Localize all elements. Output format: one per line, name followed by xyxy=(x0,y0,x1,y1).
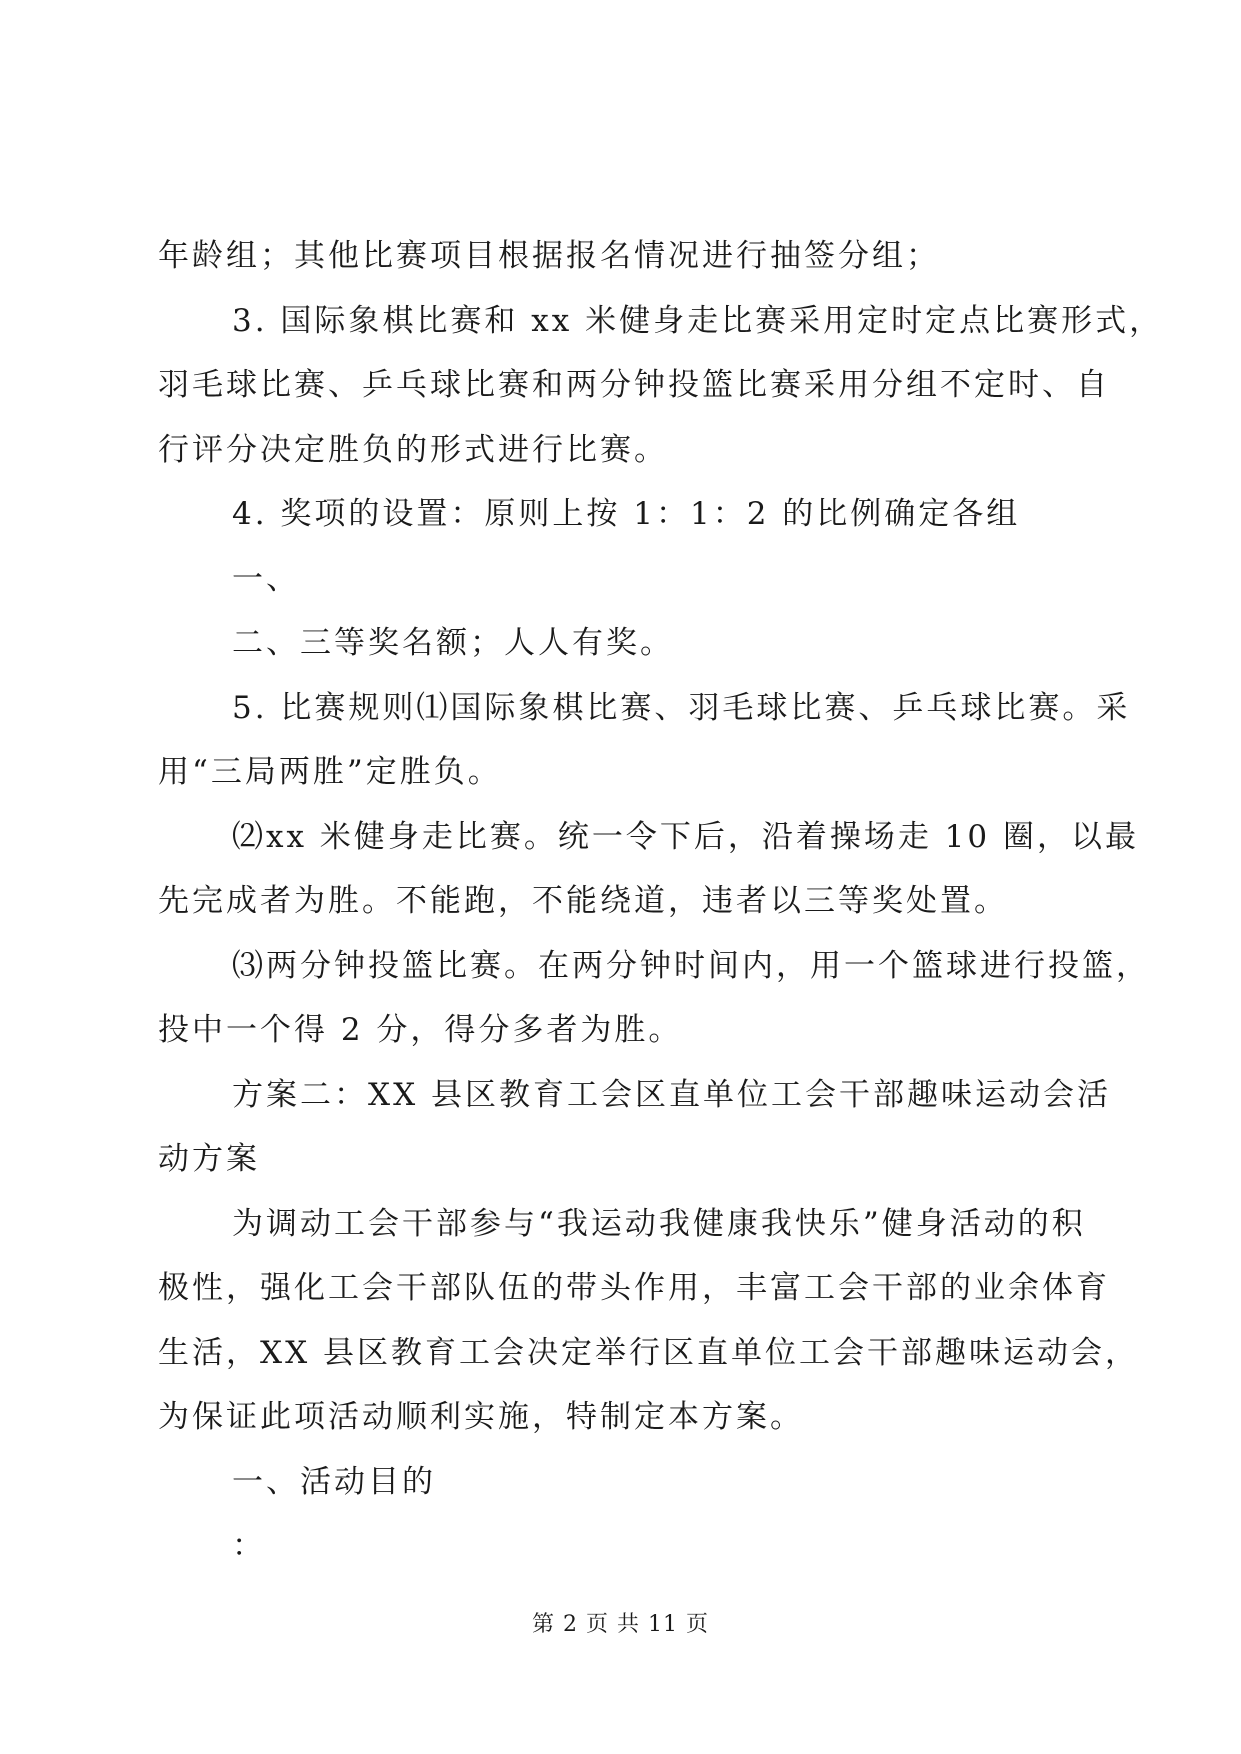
text-line: 动方案 xyxy=(158,1141,260,1177)
text-line: 为调动工会干部参与“我运动我健康我快乐”健身活动的积 xyxy=(232,1206,1086,1242)
text-line: 为保证此项活动顺利实施，特制定本方案。 xyxy=(158,1399,804,1435)
text-line: 年龄组；其他比赛项目根据报名情况进行抽签分组； xyxy=(158,238,940,274)
text-line: 用“三局两胜”定胜负。 xyxy=(158,754,502,790)
text-line: 方案二：XX 县区教育工会区直单位工会干部趣味运动会活 xyxy=(232,1077,1111,1113)
text-line: 生活，XX 县区教育工会决定举行区直单位工会干部趣味运动会， xyxy=(158,1335,1139,1371)
text-line: 投中一个得 2 分，得分多者为胜。 xyxy=(158,1012,683,1048)
section-heading: 一、活动目的 xyxy=(232,1464,436,1500)
text-line: ⑶两分钟投篮比赛。在两分钟时间内，用一个篮球进行投篮， xyxy=(232,948,1150,984)
text-line: 行评分决定胜负的形式进行比赛。 xyxy=(158,432,668,468)
text-line: ⑵xx 米健身走比赛。统一令下后，沿着操场走 10 圈，以最 xyxy=(232,819,1139,855)
text-line: 一、 xyxy=(232,561,300,597)
page-footer: 第 2 页 共 11 页 xyxy=(532,1612,709,1637)
text-line: ： xyxy=(232,1528,266,1564)
text-line: 二、三等奖名额；人人有奖。 xyxy=(232,625,674,661)
text-line: 5. 比赛规则⑴国际象棋比赛、羽毛球比赛、乒乓球比赛。采 xyxy=(232,690,1131,726)
text-line: 3. 国际象棋比赛和 xx 米健身走比赛采用定时定点比赛形式， xyxy=(232,303,1164,339)
text-line: 先完成者为胜。不能跑，不能绕道，违者以三等奖处置。 xyxy=(158,883,1008,919)
text-line: 极性，强化工会干部队伍的带头作用，丰富工会干部的业余体育 xyxy=(158,1270,1110,1306)
text-line: 羽毛球比赛、乒乓球比赛和两分钟投篮比赛采用分组不定时、自 xyxy=(158,367,1110,403)
text-line: 4. 奖项的设置：原则上按 1：1：2 的比例确定各组 xyxy=(232,496,1021,532)
